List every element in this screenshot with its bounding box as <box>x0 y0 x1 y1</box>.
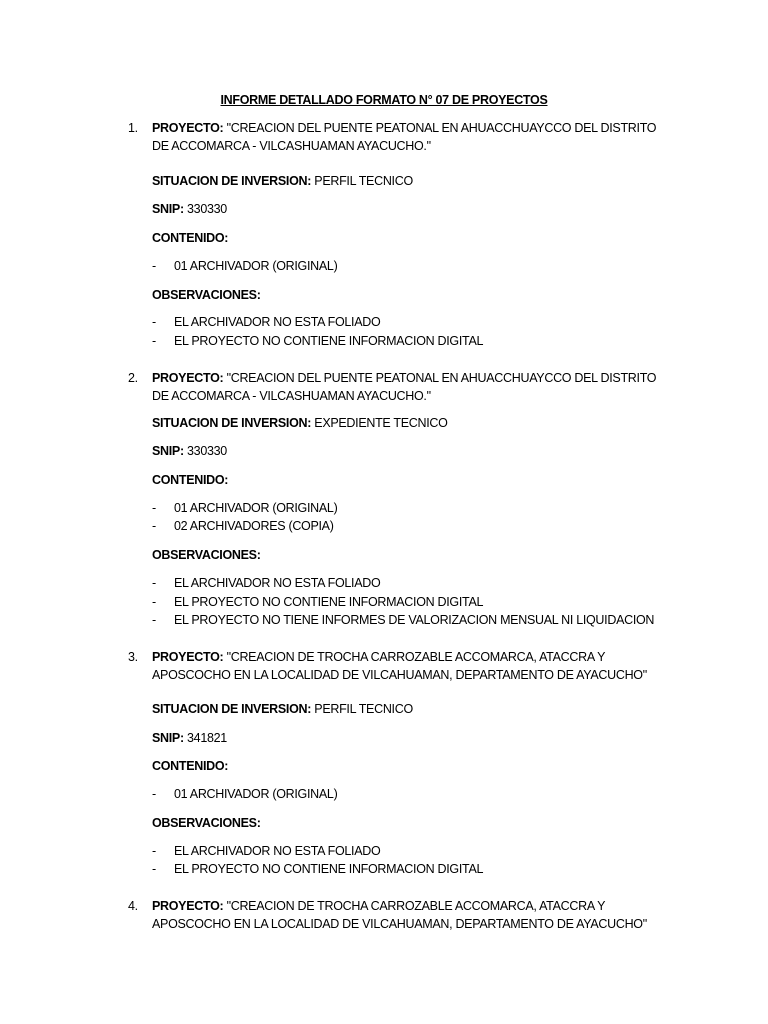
situacion-value: PERFIL TECNICO <box>314 174 413 188</box>
situacion-label: SITUACION DE INVERSION: <box>152 416 312 430</box>
bullet-dash: - <box>152 787 156 801</box>
observacion-item <box>152 862 483 876</box>
situacion-label: SITUACION DE INVERSION: <box>152 702 312 716</box>
observacion-text: EL ARCHIVADOR NO ESTA FOLIADO <box>174 844 381 858</box>
contenido-label: CONTENIDO: <box>152 231 229 245</box>
project-number: 2. <box>128 371 138 385</box>
project-title <box>152 119 672 155</box>
observaciones-label: OBSERVACIONES: <box>152 548 261 562</box>
snip-field <box>152 731 227 745</box>
project-number: 1. <box>128 121 138 135</box>
observacion-item <box>152 576 380 590</box>
contenido-item <box>152 519 334 533</box>
project-title <box>152 897 672 933</box>
observacion-text: EL PROYECTO NO CONTIENE INFORMACION DIGITAL <box>174 862 484 876</box>
contenido-label: CONTENIDO: <box>152 473 229 487</box>
bullet-dash: - <box>152 501 156 515</box>
project-name: "CREACION DEL PUENTE PEATONAL EN AHUACCHUAYCCO DEL DISTRITO DE ACCOMARCA - VILCASHUAMAN AYACUCHO." <box>152 121 657 153</box>
observacion-text: EL PROYECTO NO TIENE INFORMES DE VALORIZACION MENSUAL NI LIQUIDACION <box>174 613 655 627</box>
situacion-field <box>152 416 448 430</box>
project-number: 4. <box>128 899 138 913</box>
project-name: "CREACION DE TROCHA CARROZABLE ACCOMARCA, ATACCRA Y APOSCOCHO EN LA LOCALIDAD DE VILCAHUAMAN, DEPARTAMENTO DE AYACUCHO" <box>152 899 647 931</box>
observacion-text: EL ARCHIVADOR NO ESTA FOLIADO <box>174 315 381 329</box>
proyecto-label: PROYECTO: <box>152 650 224 664</box>
bullet-dash: - <box>152 334 156 348</box>
project-name: "CREACION DE TROCHA CARROZABLE ACCOMARCA, ATACCRA Y APOSCOCHO EN LA LOCALIDAD DE VILCAHUAMAN, DEPARTAMENTO DE AYACUCHO" <box>152 650 647 682</box>
bullet-dash: - <box>152 613 156 627</box>
project-name: "CREACION DEL PUENTE PEATONAL EN AHUACCHUAYCCO DEL DISTRITO DE ACCOMARCA - VILCASHUAMAN AYACUCHO." <box>152 371 657 403</box>
observacion-text: EL ARCHIVADOR NO ESTA FOLIADO <box>174 576 381 590</box>
observacion-item <box>152 613 654 627</box>
contenido-item <box>152 259 337 273</box>
bullet-dash: - <box>152 844 156 858</box>
bullet-dash: - <box>152 576 156 590</box>
proyecto-label: PROYECTO: <box>152 371 224 385</box>
contenido-item <box>152 501 337 515</box>
bullet-dash: - <box>152 862 156 876</box>
observacion-item <box>152 595 483 609</box>
contenido-text: 02 ARCHIVADORES (COPIA) <box>174 519 334 533</box>
observacion-item <box>152 334 483 348</box>
snip-label: SNIP: <box>152 202 184 216</box>
contenido-text: 01 ARCHIVADOR (ORIGINAL) <box>174 501 338 515</box>
bullet-dash: - <box>152 315 156 329</box>
snip-label: SNIP: <box>152 444 184 458</box>
observaciones-label: OBSERVACIONES: <box>152 288 261 302</box>
observacion-text: EL PROYECTO NO CONTIENE INFORMACION DIGITAL <box>174 595 484 609</box>
contenido-text: 01 ARCHIVADOR (ORIGINAL) <box>174 259 338 273</box>
proyecto-label: PROYECTO: <box>152 121 224 135</box>
snip-value: 330330 <box>187 202 227 216</box>
observacion-item <box>152 315 380 329</box>
bullet-dash: - <box>152 519 156 533</box>
situacion-value: EXPEDIENTE TECNICO <box>314 416 448 430</box>
contenido-item <box>152 787 337 801</box>
contenido-text: 01 ARCHIVADOR (ORIGINAL) <box>174 787 338 801</box>
bullet-dash: - <box>152 259 156 273</box>
observacion-text: EL PROYECTO NO CONTIENE INFORMACION DIGITAL <box>174 334 484 348</box>
project-title <box>152 648 672 684</box>
proyecto-label: PROYECTO: <box>152 899 224 913</box>
situacion-field <box>152 174 413 188</box>
snip-label: SNIP: <box>152 731 184 745</box>
snip-value: 330330 <box>187 444 227 458</box>
project-number: 3. <box>128 650 138 664</box>
document-title: INFORME DETALLADO FORMATO N° 07 DE PROYECTOS <box>220 93 548 107</box>
snip-field <box>152 444 227 458</box>
snip-field <box>152 202 227 216</box>
observaciones-label: OBSERVACIONES: <box>152 816 261 830</box>
bullet-dash: - <box>152 595 156 609</box>
situacion-field <box>152 702 413 716</box>
observacion-item <box>152 844 380 858</box>
snip-value: 341821 <box>187 731 227 745</box>
project-title <box>152 369 672 405</box>
situacion-value: PERFIL TECNICO <box>314 702 413 716</box>
contenido-label: CONTENIDO: <box>152 759 229 773</box>
situacion-label: SITUACION DE INVERSION: <box>152 174 312 188</box>
